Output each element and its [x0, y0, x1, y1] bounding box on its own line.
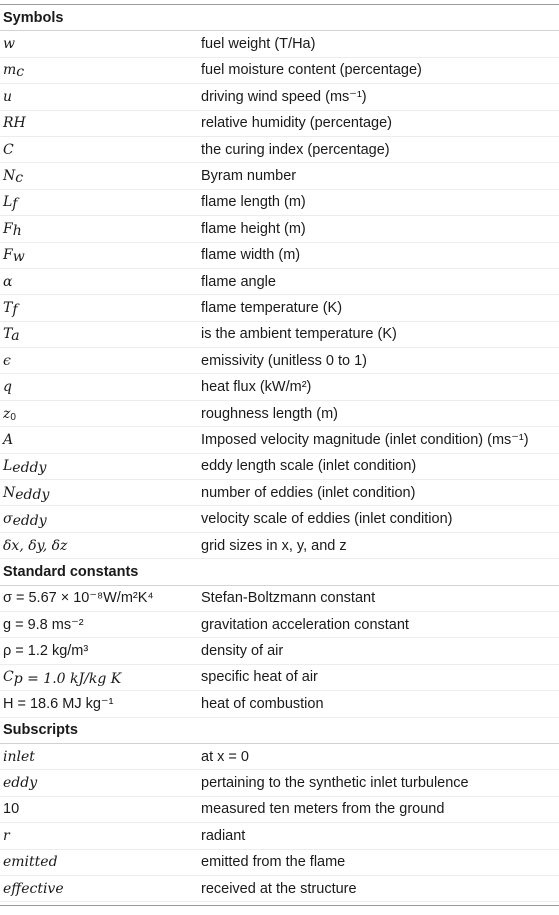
description-cell: flame temperature (K) — [201, 299, 343, 316]
table-row — [0, 454, 559, 480]
table-row — [0, 163, 559, 189]
symbol-cell: u — [3, 88, 13, 105]
symbol-cell: $L_{eddy}$ — [3, 458, 47, 477]
description-cell: specific heat of air — [201, 669, 318, 686]
symbol-cell: q — [3, 379, 12, 396]
table-row — [0, 427, 559, 453]
table-row — [0, 374, 559, 400]
symbol-cell: inlet — [3, 748, 35, 765]
table-row — [0, 31, 559, 57]
description-cell: fuel moisture content (percentage) — [201, 62, 422, 79]
section-header-standard-constants — [0, 559, 559, 585]
symbol-cell: ρ = 1.2 kg/m³ — [3, 643, 89, 660]
description-cell: the curing index (percentage) — [201, 141, 390, 158]
description-cell: eddy length scale (inlet condition) — [201, 458, 417, 475]
symbol-cell: g = 9.8 ms⁻² — [3, 616, 84, 633]
description-cell: flame length (m) — [201, 194, 306, 211]
table-row — [0, 797, 559, 823]
section-title: Subscripts — [3, 722, 78, 739]
description-cell: heat flux (kW/m²) — [201, 379, 312, 396]
table-row — [0, 770, 559, 796]
description-cell: grid sizes in x, y, and z — [201, 537, 347, 554]
symbol-cell: $T_f$ — [3, 299, 18, 318]
symbol-cell: $z_0$ — [3, 405, 16, 423]
table-row — [0, 295, 559, 321]
table-row — [0, 533, 559, 559]
description-cell: Byram number — [201, 168, 297, 185]
description-cell: flame height (m) — [201, 220, 306, 237]
symbol-cell: effective — [3, 880, 64, 897]
symbol-cell: $N_{eddy}$ — [3, 484, 50, 503]
table-row — [0, 586, 559, 612]
description-cell: flame width (m) — [201, 247, 301, 264]
description-cell: flame angle — [201, 273, 276, 290]
table-row — [0, 190, 559, 216]
table-row — [0, 84, 559, 110]
table-row — [0, 612, 559, 638]
table-row — [0, 348, 559, 374]
symbol-cell: ϵ — [3, 352, 11, 369]
table-row — [0, 638, 559, 664]
table-row — [0, 243, 559, 269]
table-row — [0, 137, 559, 163]
symbol-cell: $T_a$ — [3, 326, 20, 345]
table-row — [0, 876, 559, 902]
table-bottom-rule — [0, 905, 559, 906]
symbol-cell: eddy — [3, 775, 38, 792]
description-cell: gravitation acceleration constant — [201, 616, 409, 633]
symbol-cell: H = 18.6 MJ kg⁻¹ — [3, 695, 114, 712]
symbol-cell: $N_c$ — [3, 168, 24, 187]
description-cell: heat of combustion — [201, 695, 324, 712]
description-cell: density of air — [201, 643, 284, 660]
description-cell: velocity scale of eddies (inlet condition) — [201, 511, 453, 528]
symbol-cell: w — [3, 36, 15, 53]
symbol-cell: σ = 5.67 × 10⁻⁸W/m²K⁴ — [3, 590, 154, 607]
symbol-cell: r — [3, 827, 10, 844]
table-row — [0, 269, 559, 295]
symbol-cell: emitted — [3, 854, 58, 871]
table-row — [0, 823, 559, 849]
table-row — [0, 665, 559, 691]
symbol-cell: 10 — [3, 801, 20, 818]
table-row — [0, 216, 559, 242]
table-row — [0, 744, 559, 770]
table-row — [0, 58, 559, 84]
description-cell: received at the structure — [201, 880, 357, 897]
symbol-cell: $C_{p = 1.0 kJ/kg K}$ — [3, 669, 122, 688]
description-cell: roughness length (m) — [201, 405, 339, 422]
symbol-cell: A — [3, 431, 14, 448]
symbol-cell: δx, δy, δz — [3, 537, 68, 554]
symbols-table — [0, 4, 559, 906]
description-cell: emissivity (unitless 0 to 1) — [201, 352, 367, 369]
description-cell: relative humidity (percentage) — [201, 115, 393, 132]
symbol-cell: $m_c$ — [3, 62, 25, 81]
section-title: Symbols — [3, 9, 64, 26]
description-cell: measured ten meters from the ground — [201, 801, 445, 818]
table-row — [0, 401, 559, 427]
table-row — [0, 850, 559, 876]
description-cell: driving wind speed (ms⁻¹) — [201, 88, 367, 105]
description-cell: number of eddies (inlet condition) — [201, 484, 416, 501]
description-cell: Stefan-Boltzmann constant — [201, 590, 376, 607]
table-row — [0, 480, 559, 506]
description-cell: Imposed velocity magnitude (inlet condition) (ms⁻¹) — [201, 431, 529, 448]
symbol-cell: RH — [3, 115, 26, 132]
symbol-cell: α — [3, 273, 13, 290]
section-title: Standard constants — [3, 563, 139, 580]
symbol-cell: $L_f$ — [3, 194, 18, 213]
description-cell: fuel weight (T/Ha) — [201, 36, 316, 53]
symbol-cell: $\sigma_{eddy}$ — [3, 511, 47, 530]
description-cell: emitted from the flame — [201, 854, 346, 871]
table-row — [0, 506, 559, 532]
table-row — [0, 322, 559, 348]
section-header-symbols — [0, 5, 559, 31]
description-cell: is the ambient temperature (K) — [201, 326, 397, 343]
description-cell: pertaining to the synthetic inlet turbulence — [201, 775, 469, 792]
table-row — [0, 691, 559, 717]
table-row — [0, 111, 559, 137]
description-cell: radiant — [201, 827, 246, 844]
symbol-cell: $F_w$ — [3, 247, 25, 266]
symbol-cell: $F_h$ — [3, 220, 22, 239]
section-header-subscripts — [0, 718, 559, 744]
description-cell: at x = 0 — [201, 748, 249, 765]
symbol-cell: C — [3, 141, 14, 158]
